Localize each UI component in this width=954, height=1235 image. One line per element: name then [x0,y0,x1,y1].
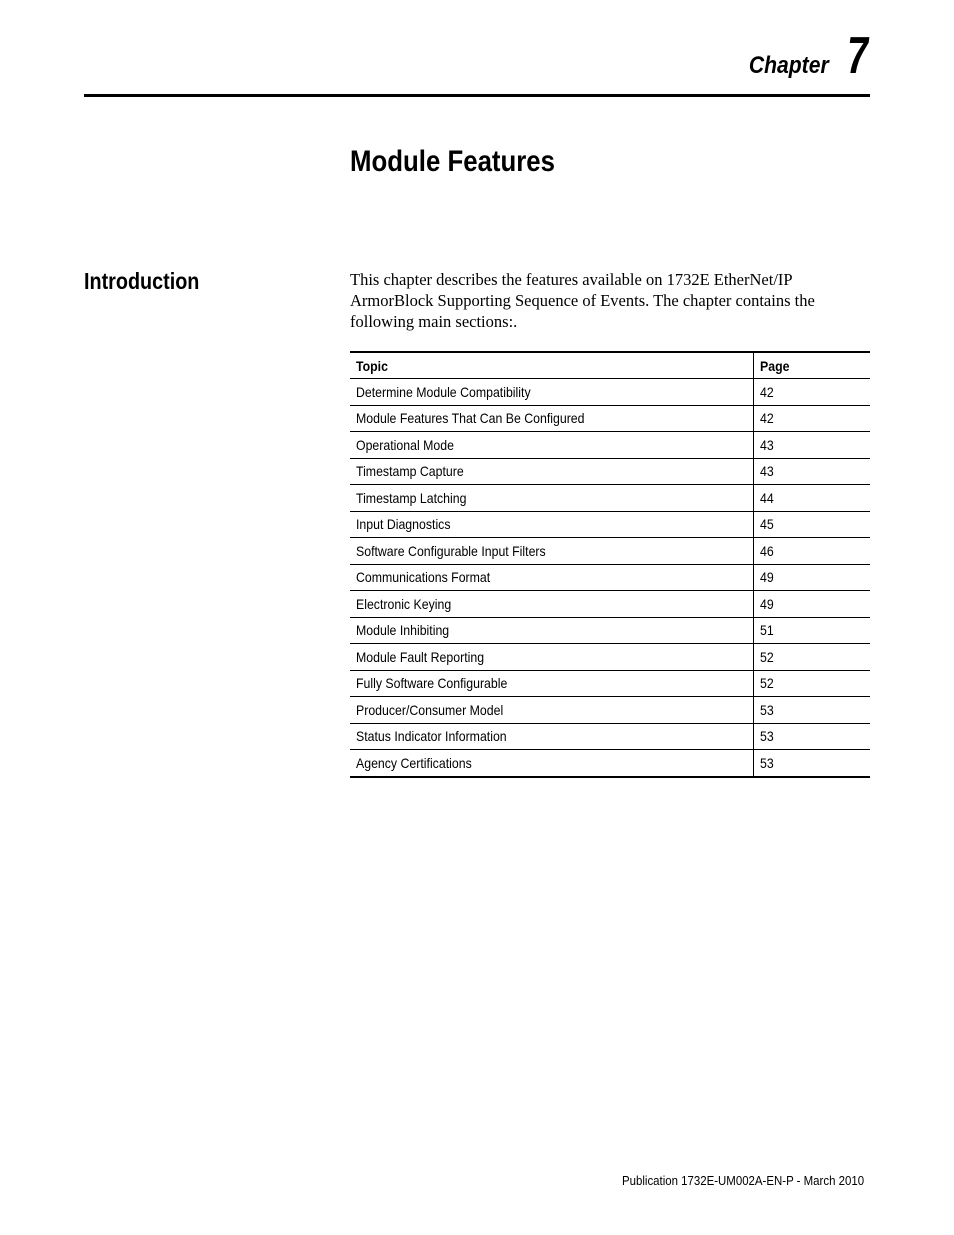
topic-cell: Producer/Consumer Model [350,697,754,724]
page-cell: 43 [754,458,871,485]
page-cell: 52 [754,644,871,671]
page-cell: 42 [754,379,871,406]
page-cell: 44 [754,485,871,512]
topic-cell: Timestamp Latching [350,485,754,512]
page-cell: 53 [754,750,871,777]
topic-cell: Determine Module Compatibility [350,379,754,406]
page-cell: 52 [754,670,871,697]
page-cell: 49 [754,564,871,591]
topic-cell: Agency Certifications [350,750,754,777]
page-cell: 42 [754,405,871,432]
table-row [350,723,870,750]
table-row [350,538,870,565]
table-row [350,458,870,485]
publication-footer: Publication 1732E-UM002A-EN-P - March 2010 [621,1173,864,1188]
topic-cell: Operational Mode [350,432,754,459]
page-cell: 46 [754,538,871,565]
topics-table [350,351,870,778]
table-row [350,644,870,671]
column-header-topic: Topic [350,352,754,379]
chapter-number: 7 [847,27,868,85]
topic-cell: Status Indicator Information [350,723,754,750]
page-cell: 43 [754,432,871,459]
page-cell: 53 [754,723,871,750]
table-row [350,750,870,777]
table-row [350,564,870,591]
page-title: Module Features [350,145,556,178]
topic-cell: Module Inhibiting [350,617,754,644]
page-cell: 45 [754,511,871,538]
table-row [350,617,870,644]
table-row [350,591,870,618]
page-cell: 49 [754,591,871,618]
column-header-page: Page [760,357,790,374]
table-row [350,511,870,538]
topic-cell: Software Configurable Input Filters [350,538,754,565]
topic-cell: Input Diagnostics [350,511,754,538]
page-cell: 53 [754,697,871,724]
topic-cell: Fully Software Configurable [350,670,754,697]
page-cell: 51 [754,617,871,644]
topic-cell: Timestamp Capture [350,458,754,485]
chapter-divider [84,94,870,97]
table-row [350,405,870,432]
chapter-header [738,27,868,85]
topic-cell: Module Fault Reporting [350,644,754,671]
table-row [350,379,870,406]
table-row [350,670,870,697]
topic-cell: Electronic Keying [350,591,754,618]
table-header-row [350,352,870,379]
topic-cell: Module Features That Can Be Configured [350,405,754,432]
section-heading-introduction: Introduction [84,268,200,294]
introduction-paragraph: This chapter describes the features available on 1732E EtherNet/IP ArmorBlock Supporting Sequence of Events. The chapter contains the following main sections:. [350,270,815,331]
chapter-label: Chapter [749,52,830,79]
table-row [350,485,870,512]
table-row [350,697,870,724]
topic-cell: Communications Format [350,564,754,591]
table-row [350,432,870,459]
